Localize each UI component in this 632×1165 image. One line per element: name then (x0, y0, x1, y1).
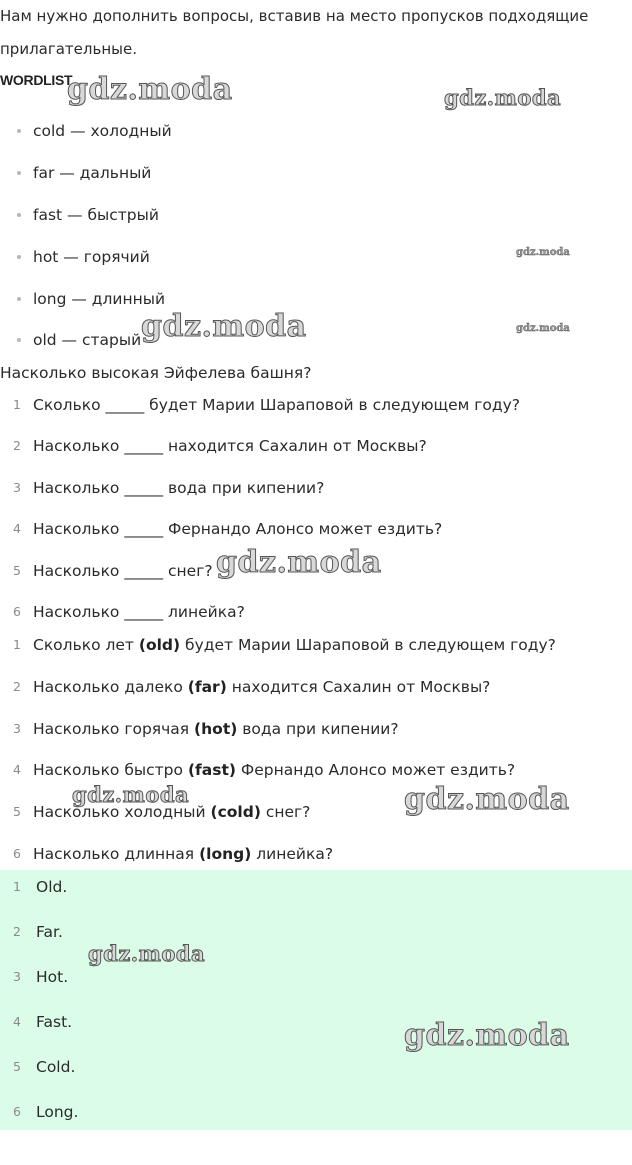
answer-word: (hot) (194, 720, 238, 738)
intro-text: Нам нужно дополнить вопросы, вставив на место пропусков подходящие прилагательные. (0, 7, 589, 58)
watermark: gdz.moda (404, 1018, 570, 1053)
bullet-icon (17, 338, 21, 342)
wordlist-heading: WORDLIST (0, 72, 73, 88)
bullet-icon (17, 255, 21, 259)
bullet-icon (17, 129, 21, 133)
watermark: gdz.moda (516, 323, 570, 334)
watermark: gdz.moda (404, 782, 570, 817)
watermark: gdz.moda (72, 782, 190, 807)
answer-word: (cold) (210, 803, 261, 821)
bullet-icon (17, 297, 21, 301)
bullet-icon (17, 171, 21, 175)
watermark: gdz.moda (516, 247, 570, 258)
answer-word: (fast) (187, 761, 236, 779)
answer-word: (far) (187, 678, 227, 696)
answers-box: 1 Old. 2 Far. 3 Hot. 4 Fast. 5 Cold. 6 Long. (0, 870, 632, 1130)
watermark: gdz.moda (67, 72, 233, 107)
bullet-icon (17, 213, 21, 217)
watermark: gdz.moda (141, 309, 307, 344)
watermark: gdz.moda (216, 545, 382, 580)
watermark: gdz.moda (88, 941, 206, 966)
answer-word: (long) (199, 845, 252, 863)
watermark: gdz.moda (444, 85, 562, 110)
example-question: Насколько высокая Эйфелева башня? (0, 364, 312, 382)
answer-word: (old) (138, 636, 181, 654)
